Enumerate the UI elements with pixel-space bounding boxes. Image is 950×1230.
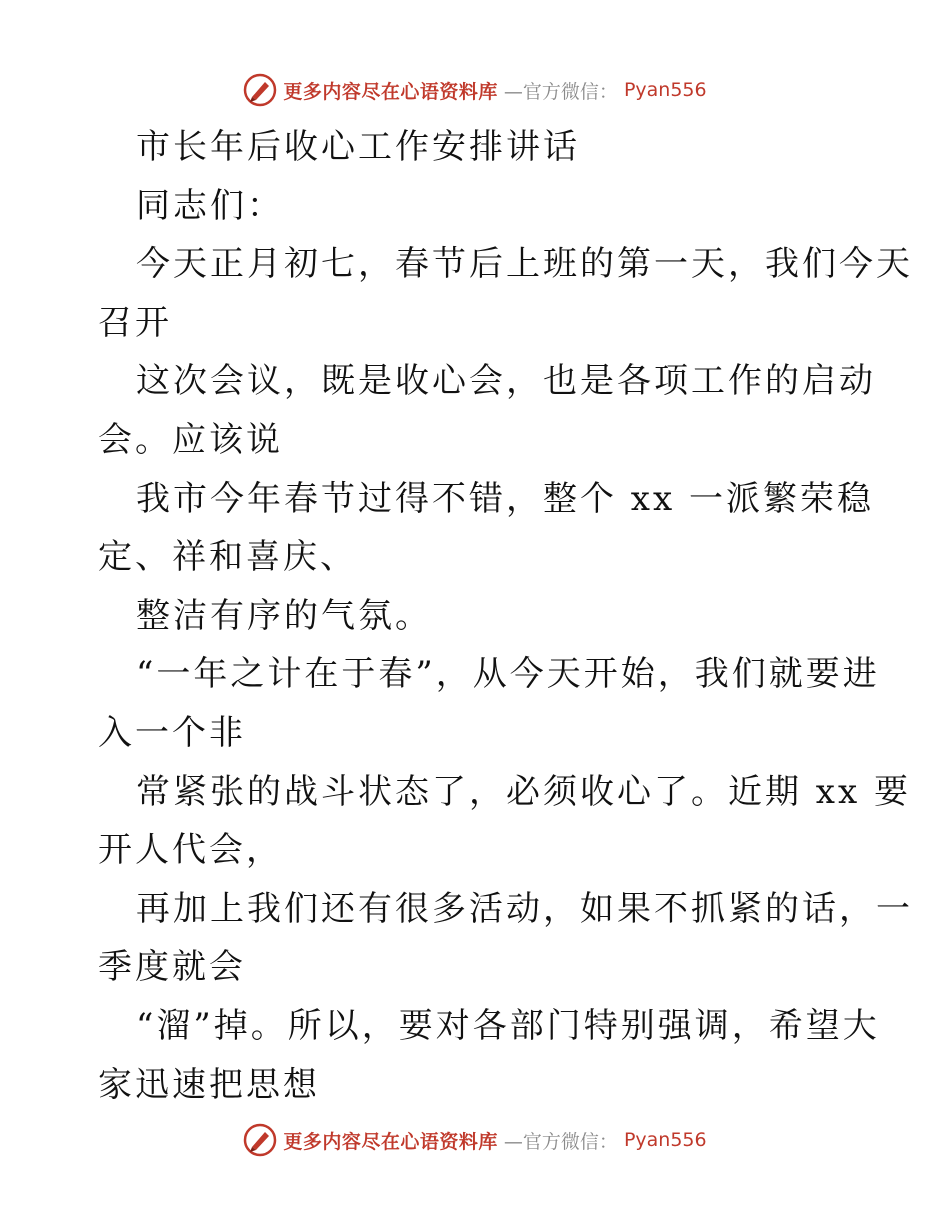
text-line: 今天正月初七，春节后上班的第一天，我们今天 bbox=[136, 244, 913, 285]
text-line: 开人代会， bbox=[98, 830, 283, 871]
text-line: “溜”掉。所以，要对各部门特别强调，希望大 bbox=[136, 1005, 880, 1046]
document-body bbox=[98, 118, 913, 1114]
text-line: 再加上我们还有很多活动，如果不抓紧的话，一 bbox=[136, 888, 913, 929]
text-line: 定、祥和喜庆、 bbox=[98, 537, 357, 578]
text-line: 整洁有序的气氛。 bbox=[136, 595, 432, 636]
pen-logo-icon bbox=[243, 73, 277, 107]
salutation: 同志们： bbox=[136, 185, 284, 226]
footer-banner bbox=[0, 1120, 950, 1160]
banner-text: 更多内容尽在心语资料库 bbox=[283, 1130, 498, 1153]
banner-text: 更多内容尽在心语资料库 bbox=[283, 80, 498, 103]
text-line: 家迅速把思想 bbox=[98, 1064, 320, 1105]
text-line: 会。应该说 bbox=[98, 419, 283, 460]
text-line: 常紧张的战斗状态了，必须收心了。近期 xx 要 bbox=[136, 771, 911, 812]
pen-logo-icon bbox=[243, 1123, 277, 1157]
text-line: “一年之计在于春”，从今天开始，我们就要进 bbox=[136, 654, 880, 695]
text-line: 这次会议，既是收心会，也是各项工作的启动 bbox=[136, 361, 876, 402]
text-line: 入一个非 bbox=[98, 712, 246, 753]
text-line: 召开 bbox=[98, 302, 172, 343]
document-title: 市长年后收心工作安排讲话 bbox=[136, 127, 580, 167]
banner-handle: Pyan556 bbox=[623, 79, 707, 101]
text-line: 我市今年春节过得不错，整个 xx 一派繁荣稳 bbox=[136, 478, 874, 519]
text-line: 季度就会 bbox=[98, 947, 246, 988]
banner-separator: —官方微信： bbox=[503, 80, 618, 103]
banner-handle: Pyan556 bbox=[623, 1129, 707, 1151]
header-banner bbox=[0, 70, 950, 110]
banner-separator: —官方微信： bbox=[503, 1130, 618, 1153]
